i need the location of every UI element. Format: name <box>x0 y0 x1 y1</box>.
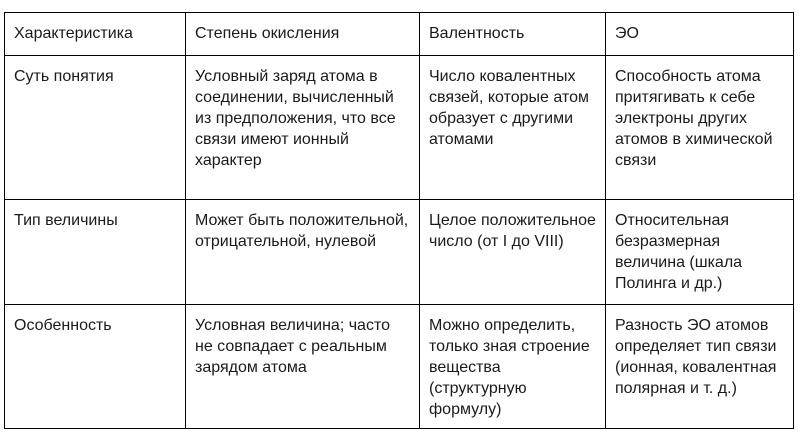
table-container <box>4 12 794 429</box>
header-oxidation-state: Степень окисления <box>186 13 420 56</box>
table-row <box>5 56 794 200</box>
table-header-row <box>5 13 794 56</box>
table-cell: Условная величина; часто не совпадает с реальным зарядом атома <box>186 305 420 429</box>
comparison-table <box>4 12 794 429</box>
table-cell: Число ковалентных связей, которые атом образует с другими атомами <box>420 56 606 200</box>
table-cell: Можно определить, только зная строение вещества (структурную формулу) <box>420 305 606 429</box>
row-label: Тип величины <box>5 200 186 305</box>
row-label: Особенность <box>5 305 186 429</box>
table-cell: Может быть положительной, отрицательной, нулевой <box>186 200 420 305</box>
table-cell: Целое положительное число (от I до VIII) <box>420 200 606 305</box>
table-cell: Разность ЭО атомов определяет тип связи (ионная, ковалентная полярная и т. д.) <box>606 305 794 429</box>
header-electronegativity: ЭО <box>606 13 794 56</box>
header-valence: Валентность <box>420 13 606 56</box>
table-cell: Относительная безразмерная величина (шкала Полинга и др.) <box>606 200 794 305</box>
row-label: Суть понятия <box>5 56 186 200</box>
table-row <box>5 305 794 429</box>
table-cell: Способность атома притягивать к себе электроны других атомов в химической связи <box>606 56 794 200</box>
table-row <box>5 200 794 305</box>
table-cell: Условный заряд атома в соединении, вычисленный из предположения, что все связи имеют ионный характер <box>186 56 420 200</box>
header-characteristic: Характеристика <box>5 13 186 56</box>
